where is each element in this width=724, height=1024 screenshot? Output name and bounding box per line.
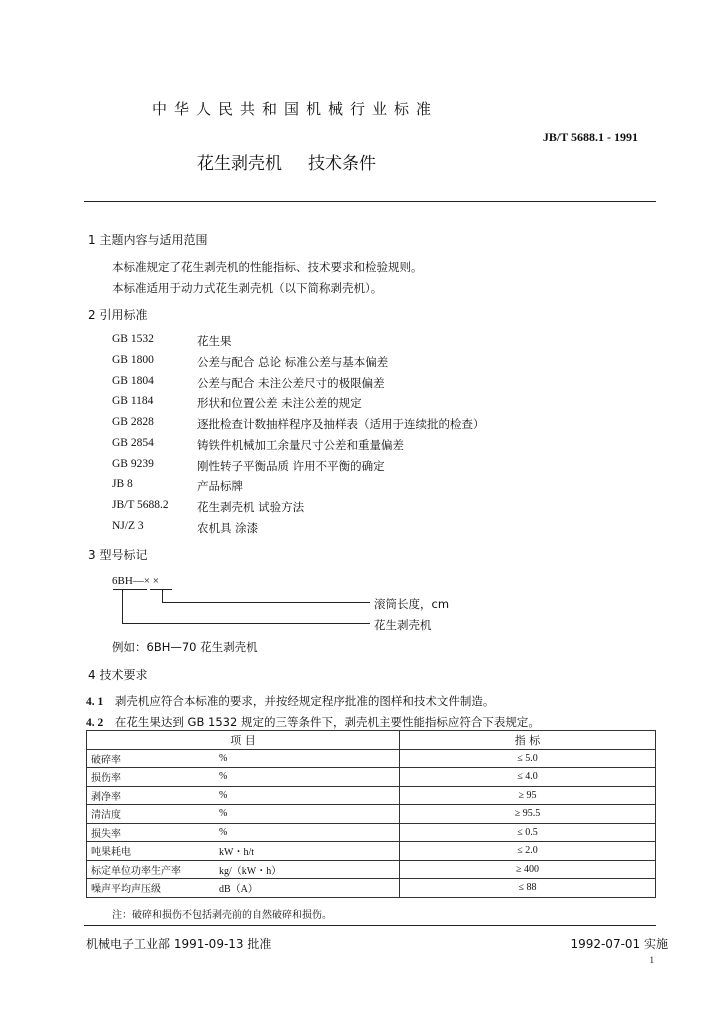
reference-name: 铸铁件机械加工余量尺寸公差和重量偏差	[197, 438, 404, 452]
name-leader-line	[122, 589, 123, 624]
clause-text: 剥壳机应符合本标准的要求，并按经规定程序批准的图样和技术文件制造。	[114, 694, 495, 708]
section-1-paragraph: 本标准规定了花生剥壳机的性能指标、技术要求和检验规则。	[112, 260, 423, 274]
model-underline	[113, 589, 147, 590]
clause-number: 4. 1	[86, 696, 104, 708]
title-main: 花生剥壳机	[197, 154, 282, 174]
title-sub: 技术条件	[308, 154, 376, 174]
cell-item: 损失率	[87, 823, 220, 842]
implementation-line: 1992-07-01 实施	[570, 937, 668, 951]
clause-4-1	[86, 693, 494, 709]
model-underline	[150, 589, 172, 590]
section-3-heading: 3 型号标记	[88, 548, 148, 562]
clause-4-2	[86, 714, 540, 730]
length-leader-line	[162, 602, 370, 603]
reference-code: GB 2828	[112, 416, 154, 428]
header-divider	[84, 201, 656, 202]
performance-table	[86, 730, 656, 898]
table-row	[87, 842, 656, 861]
reference-code: GB 2854	[112, 437, 154, 449]
cell-value: ≥ 400	[400, 860, 656, 879]
cell-value: ≤ 88	[400, 879, 656, 898]
table-note: 注：破碎和损伤不包括剥壳前的自然破碎和损伤。	[112, 910, 332, 921]
table-header-row	[87, 731, 656, 750]
cell-unit: %	[219, 749, 400, 768]
reference-code: GB 9239	[112, 458, 154, 470]
model-name-label: 花生剥壳机	[374, 618, 432, 632]
table-row	[87, 860, 656, 879]
section-1-heading: 1 主题内容与适用范围	[88, 233, 208, 247]
section-1-paragraph: 本标准适用于动力式花生剥壳机（以下简称剥壳机）。	[112, 281, 383, 295]
cell-unit: dB（A）	[219, 879, 400, 898]
reference-name: 刚性转子平衡品质 许用不平衡的确定	[197, 459, 385, 473]
cell-item: 破碎率	[87, 749, 220, 768]
cell-item: 清洁度	[87, 805, 220, 824]
table-row	[87, 786, 656, 805]
approval-line: 机械电子工业部 1991-09-13 批准	[86, 937, 272, 951]
cell-unit: kg/（kW・h）	[219, 860, 400, 879]
table-row	[87, 768, 656, 787]
model-length-label: 滚筒长度，cm	[374, 597, 450, 611]
table-row	[87, 749, 656, 768]
reference-name: 产品标牌	[197, 479, 243, 493]
model-code: 6BH—× ×	[112, 575, 159, 587]
model-example: 例如：6BH—70 花生剥壳机	[112, 640, 258, 654]
document-title	[197, 149, 376, 174]
cell-value: ≤ 5.0	[400, 749, 656, 768]
cell-item: 损伤率	[87, 768, 220, 787]
cell-unit: %	[219, 768, 400, 787]
cell-unit: kW・h/t	[219, 842, 400, 861]
cell-item: 标定单位功率生产率	[87, 860, 220, 879]
cell-item: 剥净率	[87, 786, 220, 805]
reference-name: 农机具 涂漆	[197, 521, 259, 535]
column-header-item: 项 目	[87, 731, 400, 750]
reference-name: 公差与配合 未注公差尺寸的极限偏差	[197, 376, 385, 390]
section-2-heading: 2 引用标准	[88, 308, 148, 322]
cell-unit: %	[219, 786, 400, 805]
length-leader-line	[162, 589, 163, 603]
table-row	[87, 879, 656, 898]
cell-value: ≥ 95.5	[400, 805, 656, 824]
name-leader-line	[122, 623, 370, 624]
reference-name: 公差与配合 总论 标准公差与基本偏差	[197, 355, 389, 369]
cell-value: ≤ 2.0	[400, 842, 656, 861]
reference-code: GB 1184	[112, 395, 154, 407]
reference-code: GB 1804	[112, 375, 154, 387]
standard-number: JB/T 5688.1 - 1991	[542, 130, 638, 144]
cell-value: ≤ 0.5	[400, 823, 656, 842]
clause-text: 在花生果达到 GB 1532 规定的三等条件下，剥壳机主要性能指标应符合下表规定。	[114, 715, 540, 729]
cell-value: ≥ 95	[400, 786, 656, 805]
cell-value: ≤ 4.0	[400, 768, 656, 787]
issuing-organization: 中华人民共和国机械行业标准	[152, 100, 439, 118]
page-number: 1	[649, 955, 654, 965]
reference-code: JB/T 5688.2	[112, 499, 169, 511]
reference-code: JB 8	[112, 478, 133, 490]
table-row	[87, 823, 656, 842]
reference-code: GB 1800	[112, 354, 154, 366]
cell-unit: %	[219, 823, 400, 842]
reference-name: 逐批检查计数抽样程序及抽样表（适用于连续批的检查）	[197, 417, 485, 431]
footer-divider	[84, 925, 656, 926]
reference-code: NJ/Z 3	[112, 520, 144, 532]
reference-name: 形状和位置公差 未注公差的规定	[197, 396, 362, 410]
clause-number: 4. 2	[86, 717, 104, 729]
cell-unit: %	[219, 805, 400, 824]
reference-code: GB 1532	[112, 333, 154, 345]
reference-name: 花生剥壳机 试验方法	[197, 500, 305, 514]
cell-item: 吨果耗电	[87, 842, 220, 861]
reference-name: 花生果	[197, 334, 232, 348]
column-header-value: 指 标	[400, 731, 656, 750]
cell-item: 噪声平均声压级	[87, 879, 220, 898]
section-4-heading: 4 技术要求	[88, 668, 148, 682]
table-row	[87, 805, 656, 824]
